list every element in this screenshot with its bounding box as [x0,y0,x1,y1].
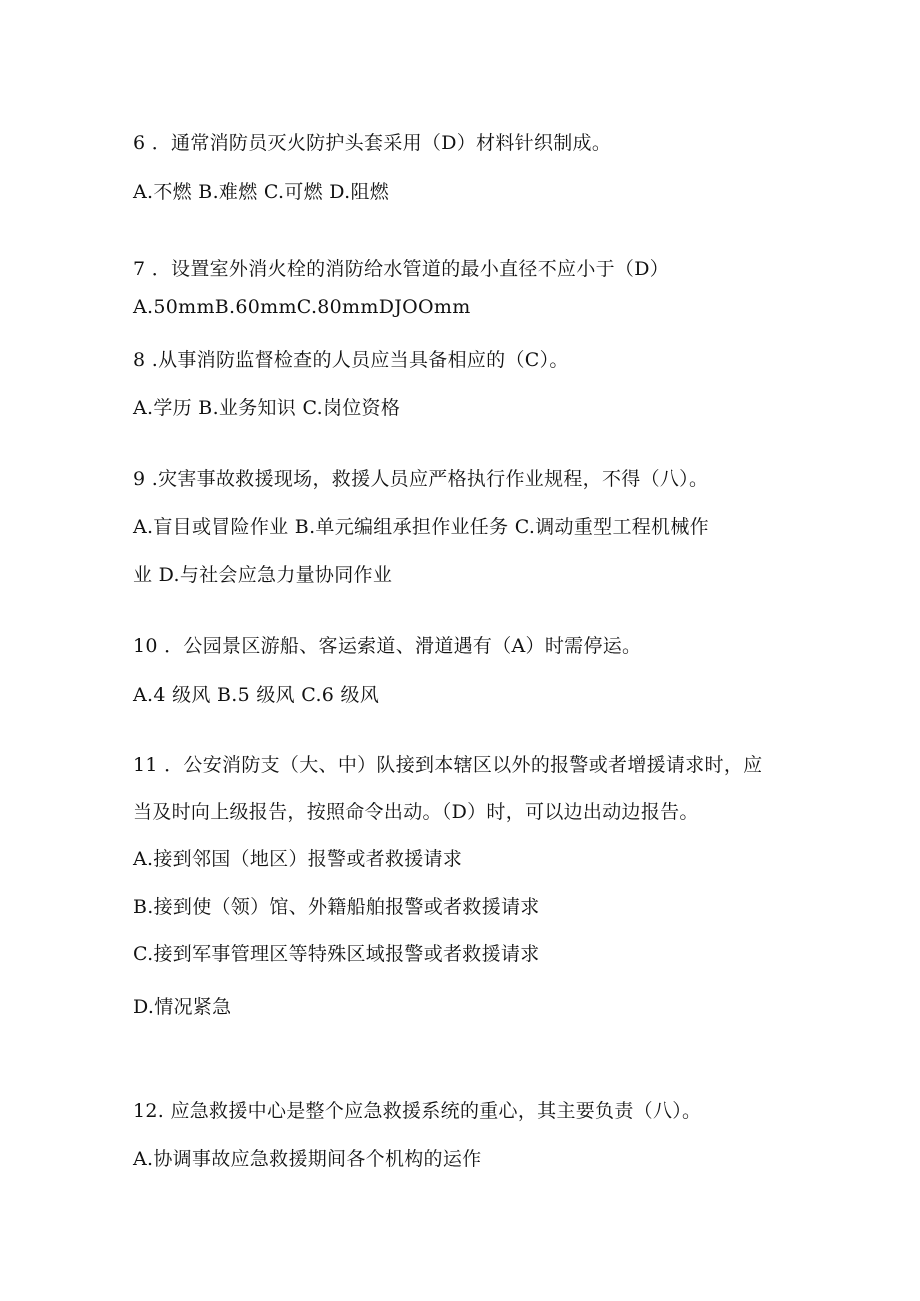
question-11-option-a: A.接到邻国（地区）报警或者救援请求 [133,848,463,870]
question-7-options: A.50mmB.60mmC.80mmDJOOmm [133,296,471,318]
question-9-options-line2: 业 D.与社会应急力量协同作业 [133,564,393,586]
question-11-option-b: B.接到使（领）馆、外籍船舶报警或者救援请求 [133,896,540,918]
question-10-options: A.4 级风 B.5 级风 C.6 级风 [133,684,380,706]
question-7-stem: 7 ．设置室外消火栓的消防给水管道的最小直径不应小于（D） [133,258,670,280]
question-11-option-c: C.接到军事管理区等特殊区域报警或者救援请求 [133,943,540,965]
question-11-option-d: D.情况紧急 [133,996,232,1018]
question-8-options: A.学历 B.业务知识 C.岗位资格 [133,397,401,419]
question-6-stem: 6 ．通常消防员灭火防护头套采用（D）材料针织制成。 [133,132,612,154]
question-9-stem: 9 .灾害事故救援现场，救援人员应严格执行作业规程，不得（八）。 [133,468,709,490]
question-8-stem: 8 .从事消防监督检查的人员应当具备相应的（C）。 [133,349,569,371]
question-9-options-line1: A.盲目或冒险作业 B.单元编组承担作业任务 C.调动重型工程机械作 [133,516,709,538]
question-10-stem: 10 ．公园景区游船、客运索道、滑道遇有（A）时需停运。 [133,635,642,657]
question-11-stem-line1: 11 ．公安消防支（大、中）队接到本辖区以外的报警或者增援请求时，应 [133,754,763,776]
question-12-stem: 12. 应急救援中心是整个应急救援系统的重心，其主要负责（八）。 [133,1100,702,1122]
question-11-stem-line2: 当及时向上级报告，按照命令出动。（D）时，可以边出动边报告。 [133,801,699,823]
question-6-options: A.不燃 B.难燃 C.可燃 D.阻燃 [133,181,390,203]
question-12-option-a: A.协调事故应急救援期间各个机构的运作 [133,1148,482,1170]
